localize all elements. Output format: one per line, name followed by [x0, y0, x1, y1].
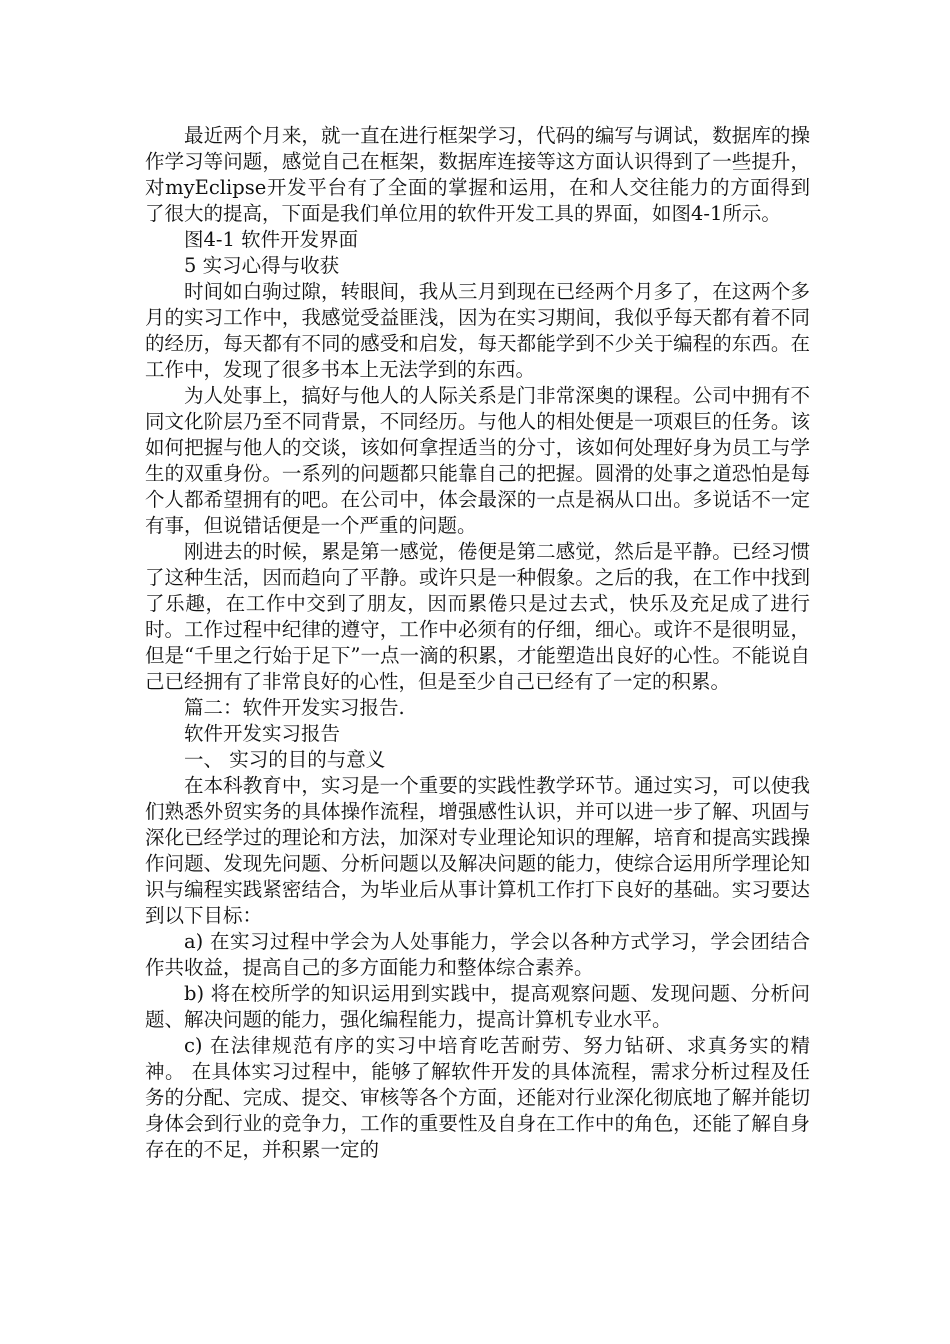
section-heading-purpose: 一、 实习的目的与意义	[184, 748, 386, 771]
document-body	[145, 123, 810, 1163]
paragraph-first-feeling: 刚进去的时候，累是第一感觉，倦便是第二感觉，然后是平静。已经习惯了这种生活，因而趋向了平静。或许只是一种假象。之后的我，在工作中找到了乐趣，在工作中交到了朋友，因而累倦只是过去式，快乐及充足成了进行时。工作过程中纪律的遵守，工作中必须有的仔细，细心。或许不是很明显，但是“千里之行始于足下”一点一滴的积累，才能塑造出良好的心性。不能说自己已经拥有了非常良好的心性，但是至少自己已经有了一定的积累。	[145, 540, 810, 693]
report-title: 软件开发实习报告	[184, 722, 341, 745]
paragraph-time-flies: 时间如白驹过隙，转眼间，我从三月到现在已经两个月多了，在这两个多月的实习工作中，我感觉受益匪浅，因为在实习期间，我似乎每天都有着不同的经历，每天都有不同的感受和启发，每天都能学到不少关于编程的东西。在工作中，发现了很多书本上无法学到的东西。	[145, 280, 810, 381]
figure-caption: 图4-1 软件开发界面	[184, 228, 359, 251]
paragraph-framework-learning: 最近两个月来，就一直在进行框架学习，代码的编写与调试，数据库的操作学习等问题，感觉自己在框架，数据库连接等这方面认识得到了一些提升，对myEclipse开发平台有了全面的掌握和运用，在和人交往能力的方面得到了很大的提高，下面是我们单位用的软件开发工具的界面，如图4-1所示。	[145, 124, 810, 225]
paragraph-purpose-intro: 在本科教育中，实习是一个重要的实践性教学环节。通过实习，可以使我们熟悉外贸实务的具体操作流程，增强感性认识，并可以进一步了解、巩固与深化已经学过的理论和方法，加深对专业理论知识的理解，培育和提高实践操作问题、发现先问题、分析问题以及解决问题的能力，使综合运用所学理论知识与编程实践紧密结合，为毕业后从事计算机工作打下良好的基础。实习要达到以下目标：	[145, 774, 810, 927]
section-heading-experience: 5 实习心得与收获	[184, 254, 340, 277]
paragraph-interpersonal: 为人处事上，搞好与他人的人际关系是门非常深奥的课程。公司中拥有不同文化阶层乃至不同背景，不同经历。与他人的相处便是一项艰巨的任务。该如何把握与他人的交谈，该如何拿捏适当的分寸，该如何处理好身为员工与学生的双重身份。一系列的问题都只能靠自己的把握。圆滑的处事之道恐怕是每个人都希望拥有的吧。在公司中，体会最深的一点是祸从口出。多说话不一定有事，但说错话便是一个严重的问题。	[145, 384, 810, 537]
list-item-c: c) 在法律规范有序的实习中培育吃苦耐劳、努力钻研、求真务实的精神。 在具体实习过程中，能够了解软件开发的具体流程，需求分析过程及任务的分配、完成、提交、审核等各个方面，还能对行业深化彻底地了解并能切身体会到行业的竞争力，工作的重要性及自身在工作中的角色，还能了解自身存在的不足，并积累一定的	[145, 1034, 810, 1161]
list-item-b: b) 将在校所学的知识运用到实践中，提高观察问题、发现问题、分析问题、解决问题的能力，强化编程能力，提高计算机专业水平。	[145, 982, 810, 1031]
list-item-a: a) 在实习过程中学会为人处事能力，学会以各种方式学习，学会团结合作共收益，提高自己的多方面能力和整体综合素养。	[145, 930, 810, 979]
part-two-heading: 篇二：软件开发实习报告.	[184, 696, 405, 719]
